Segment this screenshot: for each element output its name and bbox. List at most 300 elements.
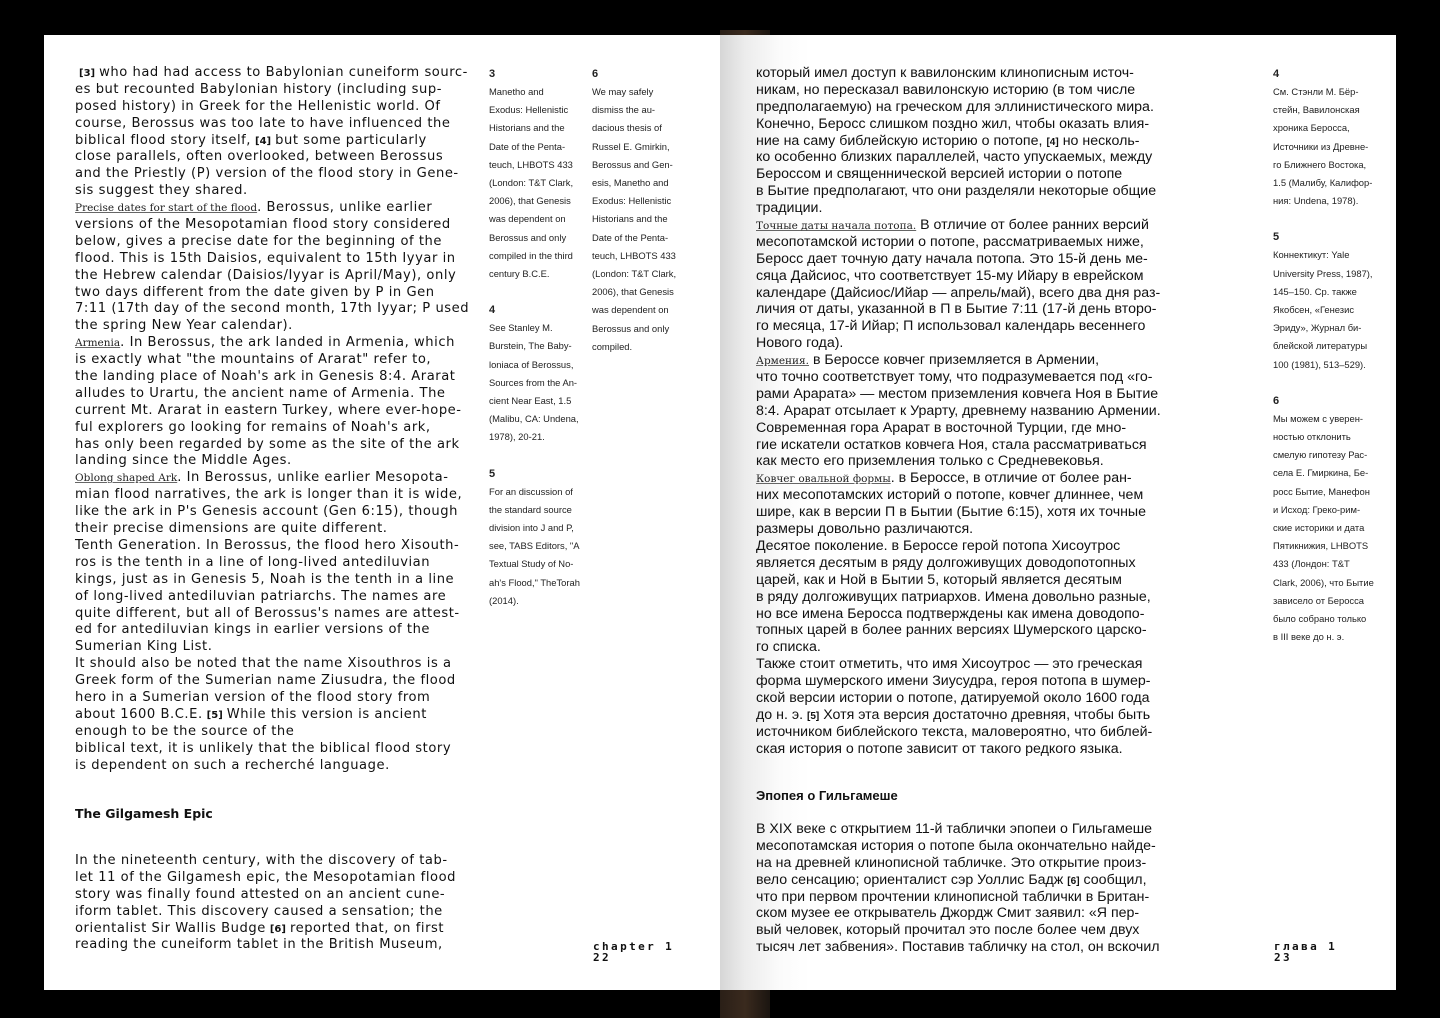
footnote-line: блейской литературы bbox=[1273, 340, 1368, 352]
line-text: размеры довольно различаются. bbox=[756, 521, 974, 538]
text-line bbox=[75, 200, 495, 217]
footnote-line: Exodus: Hellenistic bbox=[489, 104, 569, 116]
subsection-title: Ковчег овальной формы bbox=[756, 473, 891, 486]
right-page bbox=[720, 35, 1396, 990]
text-line bbox=[75, 403, 495, 420]
text-line bbox=[756, 872, 1166, 889]
text-line bbox=[756, 470, 1166, 487]
footnote-ref[interactable]: [5] bbox=[206, 709, 223, 721]
footnote-number: 4 bbox=[489, 304, 496, 317]
line-text: ful explorers go looking for remains of Noah's ark, bbox=[75, 419, 431, 435]
footnote bbox=[1273, 392, 1383, 647]
footnote-line: Historians and the bbox=[592, 213, 668, 225]
text-line bbox=[75, 99, 495, 116]
text-line bbox=[75, 724, 495, 741]
line-text: current Mt. Ararat in eastern Turkey, where ever-hope- bbox=[75, 402, 462, 418]
line-text: тысяч лет забвения». Поставив табличку на стол, он вскочил bbox=[756, 939, 1160, 956]
line-text: них месопотамских историй о потопе, ковчег длиннее, чем bbox=[756, 487, 1144, 504]
line-text: предполагаемую) на греческом для эллинистического мира. bbox=[756, 98, 1154, 115]
line-text: сяца Дайсиос, что соответствует 15-му Ийару в еврейском bbox=[756, 267, 1144, 284]
text-line bbox=[75, 758, 495, 775]
line-text: versions of the Mesopotamian flood story considered bbox=[75, 217, 451, 233]
text-line bbox=[756, 285, 1166, 302]
footnote-line: стейн, Вавилонская bbox=[1273, 104, 1360, 116]
text-line bbox=[75, 572, 495, 589]
line-text: has only been regarded by some as the site of the ark bbox=[75, 436, 460, 452]
line-text: but some particularly bbox=[275, 132, 427, 148]
right-main-text bbox=[756, 65, 1166, 758]
text-line bbox=[756, 690, 1166, 707]
line-text: reported that, on first bbox=[289, 920, 445, 936]
text-line bbox=[756, 504, 1166, 521]
line-text: Беросс дает точную дату начала потопа. Это 15-й день ме- bbox=[756, 250, 1148, 267]
text-line bbox=[75, 690, 495, 707]
line-text: месопотамская история о потопе была окончательно найде- bbox=[756, 837, 1156, 854]
footnote-line: Коннектикут: Yale bbox=[1273, 249, 1350, 261]
line-text: who had had access to Babylonian cuneiform sourc- bbox=[99, 65, 468, 80]
line-text: рами Арарата» — местом приземления ковчега Ноя в Бытие bbox=[756, 385, 1159, 402]
footnote-line: Burstein, The Baby- bbox=[489, 340, 572, 352]
text-line bbox=[75, 335, 495, 352]
text-line bbox=[756, 369, 1166, 386]
footnote-ref[interactable]: [6] bbox=[269, 923, 286, 935]
line-text: Также стоит отметить, что имя Хисоутрос — это греческая bbox=[756, 656, 1143, 673]
text-line bbox=[75, 707, 495, 724]
subsection-title: Precise dates for start of the flood bbox=[75, 202, 258, 215]
text-line bbox=[756, 437, 1166, 454]
footnote-line: division into J and P, bbox=[489, 522, 574, 534]
text-line bbox=[75, 166, 495, 183]
text-line bbox=[756, 724, 1166, 741]
footnote-number: 3 bbox=[489, 68, 496, 80]
footnote-line: и Исход: Греко-рим- bbox=[1273, 503, 1361, 515]
line-text: story was finally found attested on an ancient cune- bbox=[75, 886, 446, 902]
footnote-number: 5 bbox=[1273, 231, 1280, 244]
text-line bbox=[756, 65, 1166, 82]
page-number: 23 bbox=[1274, 951, 1293, 964]
footnote bbox=[592, 65, 687, 356]
line-text: close parallels, often overlooked, between Berossus bbox=[75, 149, 444, 165]
text-line bbox=[75, 904, 495, 921]
text-line bbox=[756, 99, 1166, 116]
text-line bbox=[756, 420, 1166, 437]
line-text: let 11 of the Gilgamesh epic, the Mesopotamian flood bbox=[75, 869, 456, 885]
footnote-line: См. Стэнли М. Бёр- bbox=[1273, 86, 1359, 97]
text-line bbox=[75, 301, 495, 318]
line-text: ние на саму библейскую историю о потопе, bbox=[756, 132, 1043, 149]
line-text: the Hebrew calendar (Daisios/Iyyar is April/May), only bbox=[75, 267, 457, 283]
line-text: 7:11 (17th day of the second month, 17th Iyyar; P used bbox=[75, 301, 470, 317]
text-line bbox=[756, 656, 1166, 673]
text-line bbox=[756, 606, 1166, 623]
left-section-heading: The Gilgamesh Epic bbox=[75, 806, 213, 821]
line-text: Greek form of the Sumerian name Ziusudra, the flood bbox=[75, 673, 456, 689]
text-line bbox=[75, 149, 495, 166]
line-text: quite different, but all of Berossus's names are attest- bbox=[75, 605, 460, 621]
right-section-heading: Эпопея о Гильгамеше bbox=[756, 788, 898, 803]
footnote-line: Exodus: Hellenistic bbox=[592, 195, 672, 207]
footnote-line: 145–150. Ср. также bbox=[1273, 285, 1357, 297]
text-line bbox=[756, 453, 1166, 470]
right-footnotes bbox=[1273, 65, 1383, 664]
footnote-line: ские историки и дата bbox=[1273, 522, 1365, 534]
footnote-line: loniaca of Berossus, bbox=[489, 358, 574, 370]
footnote-line: 100 (1981), 513–529). bbox=[1273, 358, 1366, 370]
footnote-number: 4 bbox=[1273, 68, 1280, 80]
text-line bbox=[756, 403, 1166, 420]
line-text: вело сенсацию; ориенталист сэр Уоллис Бадж bbox=[756, 871, 1064, 888]
text-line bbox=[756, 939, 1166, 956]
footnote-line: University Press, 1987), bbox=[1273, 267, 1373, 279]
subsection-title: Armenia bbox=[75, 337, 121, 350]
text-line bbox=[75, 217, 495, 234]
left-footnotes-col1 bbox=[489, 65, 584, 628]
line-text: While this version is ancient bbox=[226, 706, 427, 722]
line-text: что при первом прочтении клинописной таблички в Британ- bbox=[756, 888, 1150, 905]
text-line bbox=[75, 504, 495, 521]
text-line bbox=[756, 922, 1166, 939]
text-line bbox=[756, 589, 1166, 606]
text-line bbox=[756, 301, 1166, 318]
text-line bbox=[75, 853, 495, 870]
footnote-line: see, TABS Editors, "A bbox=[489, 540, 580, 552]
footnote-line: хроника Беросса, bbox=[1273, 122, 1350, 134]
line-text: го списка. bbox=[756, 639, 821, 656]
text-line bbox=[75, 133, 495, 150]
line-text: личия от даты, указанной в П в Бытие 7:11 (17-й день второ- bbox=[756, 301, 1157, 318]
footnote-line: Date of the Penta- bbox=[489, 140, 566, 152]
text-line bbox=[756, 82, 1166, 99]
text-line bbox=[756, 116, 1166, 133]
footnote-line: ностью отклонить bbox=[1273, 431, 1351, 443]
line-text: на на древней клинописной табличке. Это открытие произ- bbox=[756, 854, 1147, 871]
footnote-line: ния: Undena, 1978). bbox=[1273, 195, 1359, 207]
footnote-line: Russel E. Gmirkin, bbox=[592, 140, 670, 152]
footnote-line: в III веке до н. э. bbox=[1273, 631, 1345, 643]
line-text: and the Priestly (P) version of the flood story in Gene- bbox=[75, 166, 459, 182]
text-line bbox=[75, 870, 495, 887]
text-line bbox=[75, 369, 495, 386]
line-text: about 1600 B.C.E. bbox=[75, 706, 203, 722]
text-line bbox=[75, 234, 495, 251]
text-line bbox=[75, 82, 495, 99]
line-text: sis suggest they shared. bbox=[75, 183, 248, 199]
line-text: the landing place of Noah's ark in Genesis 8:4. Ararat bbox=[75, 369, 456, 385]
text-line bbox=[75, 487, 495, 504]
footnote-line: Источники из Древне- bbox=[1273, 140, 1369, 152]
footnote-line: Manetho and bbox=[489, 86, 544, 97]
line-text: Хотя эта версия достаточно древняя, чтобы быть bbox=[823, 706, 1151, 723]
text-line bbox=[75, 420, 495, 437]
text-line bbox=[75, 453, 495, 470]
footnote-line: teuch, LHBOTS 433 bbox=[592, 249, 676, 261]
text-line bbox=[75, 285, 495, 302]
line-text: ed for antediluvian kings in earlier versions of the bbox=[75, 622, 431, 638]
footnote-line: Sources from the An- bbox=[489, 376, 578, 388]
text-line bbox=[75, 116, 495, 133]
line-text: сообщил, bbox=[1083, 871, 1147, 888]
line-text: posed history) in Greek for the Hellenistic world. Of bbox=[75, 98, 441, 114]
line-text: Конечно, Беросс слишком поздно жил, чтобы оказать влия- bbox=[756, 115, 1150, 132]
text-line bbox=[756, 335, 1166, 352]
text-line bbox=[756, 572, 1166, 589]
text-line bbox=[756, 318, 1166, 335]
line-text: В XIX веке с открытием 11-й таблички эпопеи о Гильгамеше bbox=[756, 821, 1153, 837]
line-text: orientalist Sir Wallis Budge bbox=[75, 920, 266, 936]
footnote-line: было собрано только bbox=[1273, 613, 1367, 625]
footnote-line: (London: T&T Clark, bbox=[592, 268, 677, 280]
text-line bbox=[756, 639, 1166, 656]
line-text: ская история о потопе зависит от такого редкого языка. bbox=[756, 740, 1123, 757]
line-text: никам, но пересказал вавилонскую историю (в том числе bbox=[756, 81, 1136, 98]
line-text: . в Бероссе, в отличие от более ран- bbox=[890, 470, 1132, 487]
line-text: their precise dimensions are quite different. bbox=[75, 521, 388, 537]
line-text: . Berossus, unlike earlier bbox=[257, 200, 433, 216]
footnote-line: Textual Study of No- bbox=[489, 558, 574, 570]
text-line bbox=[75, 887, 495, 904]
footnote-line: Якобсен, «Генезис bbox=[1273, 304, 1355, 316]
line-text: kings, just as in Genesis 5, Noah is the tenth in a line bbox=[75, 571, 455, 587]
footnote-line: Мы можем с уверен- bbox=[1273, 412, 1364, 424]
footnote-line: century B.C.E. bbox=[489, 268, 550, 280]
line-text: царей, как и Ной в Бытии 5, который является десятым bbox=[756, 571, 1122, 588]
footnote-line: was dependent on bbox=[489, 213, 566, 225]
line-text: источником библейского текста, маловероятно, что библей- bbox=[756, 723, 1153, 740]
footnote-line: 1.5 (Малибу, Калифор- bbox=[1273, 177, 1373, 189]
footnote-line: Berossus and only bbox=[489, 231, 567, 243]
line-text: 8:4. Арарат отсылает к Урарту, древнему названию Армении. bbox=[756, 402, 1161, 419]
text-line bbox=[75, 65, 495, 82]
text-line bbox=[75, 318, 495, 335]
line-text: шире, как в версии П в Бытии (Бытие 6:15), хотя их точные bbox=[756, 504, 1147, 521]
text-line bbox=[756, 234, 1166, 251]
line-text: like the ark in P's Genesis account (Gen 6:15), though bbox=[75, 504, 458, 520]
line-text: вый человек, который прочитал это после более чем двух bbox=[756, 922, 1140, 939]
line-text: гие искатели остатков ковчега Ноя, стала рассматриваться bbox=[756, 436, 1147, 453]
text-line bbox=[756, 555, 1166, 572]
text-line bbox=[75, 183, 495, 200]
footnote-line: го Ближнего Востока, bbox=[1273, 158, 1367, 170]
text-line bbox=[756, 905, 1166, 922]
footnote bbox=[1273, 228, 1383, 373]
line-text: of long-lived antediluvian patriarchs. The names are bbox=[75, 588, 447, 604]
right-page-footer bbox=[1274, 941, 1337, 963]
footnote-line: dismiss the au- bbox=[592, 104, 656, 116]
subsection-title: Точные даты начала потопа. bbox=[756, 220, 917, 233]
text-line bbox=[756, 166, 1166, 183]
subsection-title: Армения. bbox=[756, 355, 810, 368]
text-line bbox=[756, 487, 1166, 504]
line-text: но все имена Беросса подтверждены как имена доводопо- bbox=[756, 605, 1145, 622]
line-text: как место его приземления только с Средневековья. bbox=[756, 453, 1104, 470]
text-line bbox=[756, 217, 1166, 234]
footnote-line: росс Бытие, Манефон bbox=[1273, 485, 1370, 497]
page-number: 22 bbox=[593, 951, 612, 964]
text-line bbox=[756, 821, 1166, 838]
text-line bbox=[75, 937, 495, 954]
footnote-line: compiled. bbox=[592, 340, 633, 352]
line-text: mian flood narratives, the ark is longer than it is wide, bbox=[75, 487, 463, 503]
footnote-number: 5 bbox=[489, 467, 496, 480]
footnote-ref[interactable]: [6] bbox=[1067, 875, 1080, 887]
line-text: Sumerian King List. bbox=[75, 639, 213, 655]
text-line bbox=[75, 622, 495, 639]
left-page-footer bbox=[593, 941, 674, 963]
text-line bbox=[756, 352, 1166, 369]
footnote bbox=[489, 65, 584, 283]
text-line bbox=[756, 521, 1166, 538]
line-text: is dependent on such a recherché language. bbox=[75, 757, 390, 773]
footnote bbox=[489, 301, 584, 446]
text-line bbox=[75, 741, 495, 758]
footnote-line: cient Near East, 1.5 bbox=[489, 395, 572, 407]
line-text: the spring New Year calendar). bbox=[75, 318, 293, 334]
line-text: форма шумерского имени Зиусудра, героя потопа в шумер- bbox=[756, 673, 1151, 690]
footnote-line: (2014). bbox=[489, 594, 519, 606]
line-text: is exactly what "the mountains of Ararat" refer to, bbox=[75, 352, 432, 368]
footnote-line: dacious thesis of bbox=[592, 122, 662, 134]
text-line bbox=[75, 589, 495, 606]
text-line bbox=[75, 656, 495, 673]
text-line bbox=[75, 673, 495, 690]
footnote-line: смелую гипотезу Рас- bbox=[1273, 449, 1368, 461]
footnote-line: Пятикнижия, LHBOTS bbox=[1273, 540, 1369, 552]
text-line bbox=[756, 133, 1166, 150]
footnote-line: села Е. Гмиркина, Бе- bbox=[1273, 467, 1369, 479]
line-text: В отличие от более ранних версий bbox=[916, 217, 1149, 234]
text-line bbox=[75, 251, 495, 268]
text-line bbox=[756, 183, 1166, 200]
line-text: ros is the tenth in a line of long-lived antediluvian bbox=[75, 554, 431, 570]
line-text: Современная гора Арарат в восточной Турции, где мно- bbox=[756, 419, 1127, 436]
line-text: Tenth Generation. In Berossus, the flood hero Xisouth- bbox=[75, 537, 460, 553]
line-text: в Бероссе ковчег приземляется в Армении, bbox=[809, 352, 1100, 369]
line-text: Бероссом и священнической версией истории о потопе bbox=[756, 166, 1123, 183]
footnote-line: 1978), 20-21. bbox=[489, 431, 545, 443]
footnote-line: compiled in the third bbox=[489, 249, 573, 261]
line-text: до н. э. bbox=[756, 706, 804, 723]
line-text: biblical text, it is unlikely that the biblical flood story bbox=[75, 740, 452, 756]
footnote-line: Date of the Penta- bbox=[592, 231, 669, 243]
footnote bbox=[489, 465, 584, 610]
footnote-line: 2006), that Genesis bbox=[489, 195, 571, 207]
line-text: ко особенно близких параллелей, часто упускаемых, между bbox=[756, 149, 1153, 166]
footnote bbox=[1273, 65, 1383, 210]
footnote-ref[interactable]: [3] bbox=[79, 68, 96, 79]
footnote-line: зависело от Беросса bbox=[1273, 594, 1365, 606]
subsection-title: Oblong shaped Ark bbox=[75, 472, 178, 485]
footnote-ref[interactable]: [5] bbox=[807, 710, 820, 722]
footnote-number: 6 bbox=[592, 68, 599, 80]
line-text: традиции. bbox=[756, 200, 823, 217]
line-text: в Бытие предполагают, что они разделяли некоторые общие bbox=[756, 183, 1157, 200]
text-line bbox=[756, 838, 1166, 855]
text-line bbox=[75, 921, 495, 938]
line-text: Нового года). bbox=[756, 335, 844, 352]
footnote-line: (London: T&T Clark, bbox=[489, 177, 574, 189]
footnote-line: the standard source bbox=[489, 503, 572, 515]
line-text: reading the cuneiform tablet in the British Museum, bbox=[75, 937, 443, 953]
left-section-text bbox=[75, 853, 495, 954]
chapter-label: глава 1 bbox=[1274, 940, 1338, 953]
footnote-line: 2006), that Genesis bbox=[592, 286, 674, 298]
text-line bbox=[756, 741, 1166, 758]
footnote-line: 433 (Лондон: T&T bbox=[1273, 558, 1350, 570]
text-line bbox=[756, 251, 1166, 268]
footnote-ref[interactable]: [4] bbox=[255, 135, 272, 147]
footnote-line: We may safely bbox=[592, 86, 654, 97]
footnote-line: Berossus and Gen- bbox=[592, 158, 673, 170]
footnote-line: teuch, LHBOTS 433 bbox=[489, 158, 573, 170]
line-text: below, gives a precise date for the beginning of the bbox=[75, 233, 443, 249]
footnote-ref[interactable]: [4] bbox=[1046, 136, 1059, 148]
line-text: alludes to Urartu, the ancient name of Armenia. The bbox=[75, 385, 446, 401]
line-text: biblical flood story itself, bbox=[75, 132, 252, 148]
line-text: который имел доступ к вавилонским клинописным источ- bbox=[756, 65, 1134, 81]
line-text: Десятое поколение. в Бероссе герой потопа Хисоутрос bbox=[756, 537, 1121, 554]
left-footnotes-col2 bbox=[592, 65, 687, 374]
text-line bbox=[756, 622, 1166, 639]
text-line bbox=[756, 889, 1166, 906]
text-line bbox=[75, 268, 495, 285]
text-line bbox=[75, 521, 495, 538]
footnote-line: For an discussion of bbox=[489, 485, 573, 497]
left-page bbox=[44, 35, 720, 990]
text-line bbox=[75, 352, 495, 369]
right-section-text bbox=[756, 821, 1166, 956]
footnote-line: Historians and the bbox=[489, 122, 565, 134]
text-line bbox=[756, 200, 1166, 217]
footnote-line: ah's Flood," TheTorah bbox=[489, 576, 580, 588]
text-line bbox=[75, 538, 495, 555]
line-text: flood. This is 15th Daisios, equivalent to 15th Iyyar in bbox=[75, 250, 456, 266]
text-line bbox=[75, 470, 495, 487]
line-text: iform tablet. This discovery caused a sensation; the bbox=[75, 903, 443, 919]
text-line bbox=[75, 639, 495, 656]
line-text: является десятым в ряду долгоживущих доводопотопных bbox=[756, 554, 1136, 571]
line-text: ской версии истории о потопе, датируемой около 1600 года bbox=[756, 689, 1150, 706]
footnote-line: esis, Manetho and bbox=[592, 177, 669, 189]
text-line bbox=[756, 707, 1166, 724]
line-text: enough to be the source of the bbox=[75, 723, 295, 739]
line-text: ском музее ее открыватель Джордж Смит заявил: «Я пер- bbox=[756, 905, 1140, 922]
line-text: месопотамской истории о потопе, рассматриваемых ниже, bbox=[756, 233, 1144, 250]
line-text: In the nineteenth century, with the discovery of tab- bbox=[75, 853, 448, 868]
text-line bbox=[75, 606, 495, 623]
footnote-line: Эриду», Журнал би- bbox=[1273, 322, 1362, 334]
chapter-label: chapter 1 bbox=[593, 940, 675, 953]
line-text: . In Berossus, unlike earlier Mesopota- bbox=[177, 470, 449, 486]
line-text: landing since the Middle Ages. bbox=[75, 453, 292, 469]
line-text: hero in a Sumerian version of the flood story from bbox=[75, 689, 431, 705]
line-text: two days different from the date given by P in Gen bbox=[75, 284, 435, 300]
line-text: . In Berossus, the ark landed in Armenia, which bbox=[120, 335, 455, 351]
footnote-line: Clark, 2006), что Бытие bbox=[1273, 576, 1374, 588]
left-main-text bbox=[75, 65, 495, 774]
text-line bbox=[756, 673, 1166, 690]
text-line bbox=[75, 437, 495, 454]
line-text: course, Berossus was too late to have influenced the bbox=[75, 115, 451, 131]
text-line bbox=[75, 555, 495, 572]
line-text: It should also be noted that the name Xisouthros is a bbox=[75, 656, 452, 672]
text-line bbox=[756, 268, 1166, 285]
line-text: го месяца, 17-й Ийар; П использовал календарь весеннего bbox=[756, 318, 1146, 335]
footnote-line: See Stanley M. bbox=[489, 322, 553, 334]
footnote-line: (Malibu, CA: Undena, bbox=[489, 413, 579, 425]
text-line bbox=[756, 855, 1166, 872]
line-text: что точно соответствует тому, что подразумевается под «го- bbox=[756, 369, 1153, 386]
text-line bbox=[756, 149, 1166, 166]
